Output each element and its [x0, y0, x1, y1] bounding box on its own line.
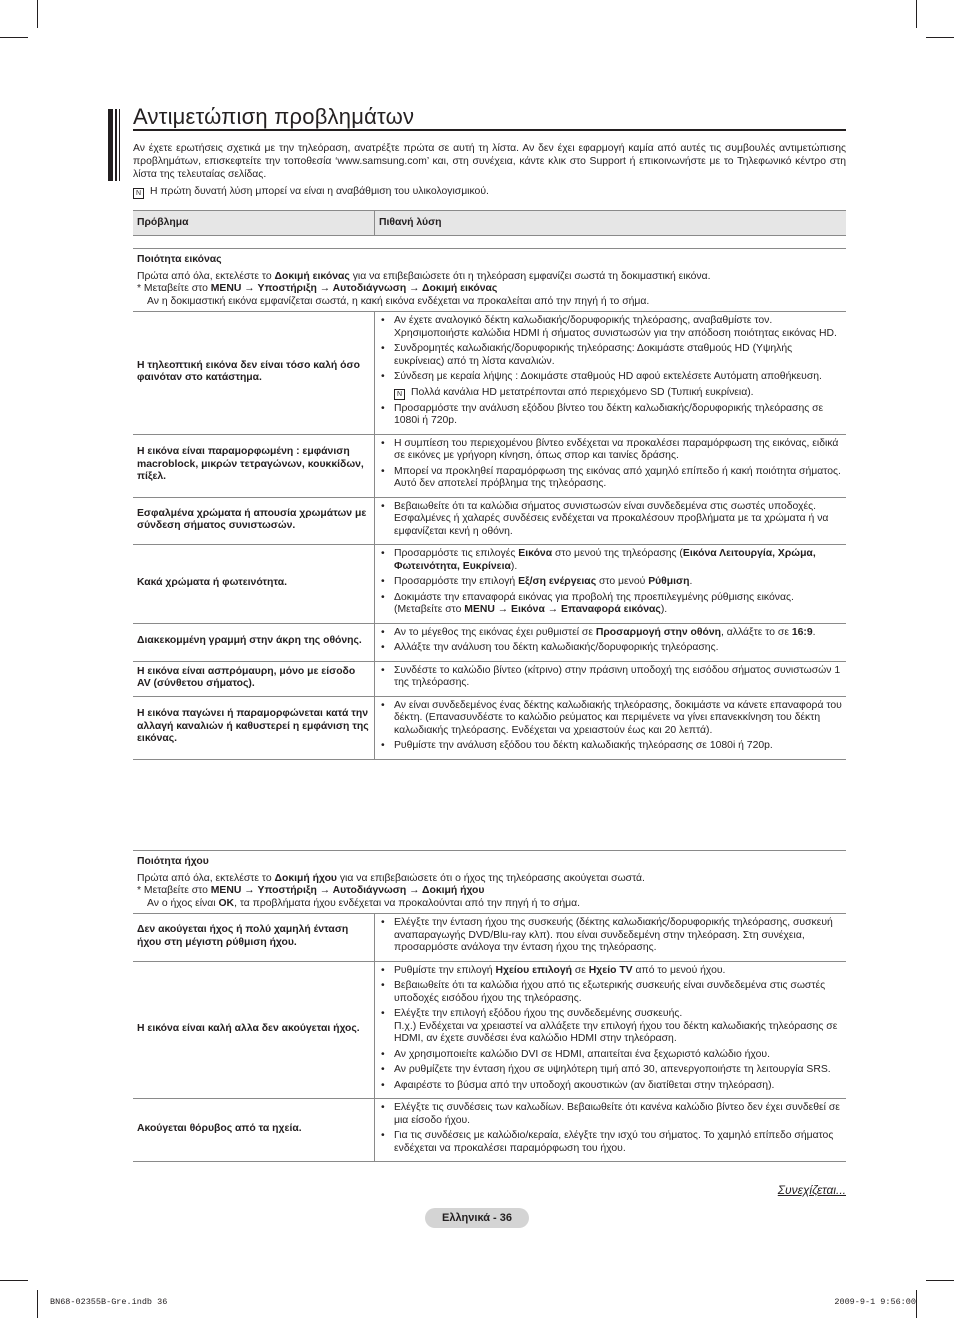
table-row — [133, 1099, 846, 1162]
list-item: • Προσαρμόστε την ανάλυση εξόδου βίντεο του δέκτη καλωδιακής/δορυφορικής τηλεόρασης σε 1080i ή 720p. — [381, 403, 842, 428]
table-row — [133, 661, 846, 696]
list-item: • Σύνδεση με κεραία λήψης : Δοκιμάστε σταθμούς HD αφού εκτελέσετε Αυτόματη αποθήκευση. — [381, 371, 842, 384]
header-table — [133, 210, 846, 236]
solution-cell — [375, 961, 847, 1099]
section-intro: Πρώτα από όλα, εκτελέστε το Δοκιμή εικόνας για να επιβεβαιώσετε ότι η τηλεόραση εμφανίζει σωστά τη δοκιμαστική εικόνα. — [137, 270, 711, 282]
list-item: • Η συμπίεση του περιεχομένου βίντεο ενδέχεται να προκαλέσει παραμόρφωση της εικόνας, ειδικά σε εικόνες με γρήγορη κίνηση, όπως σπορ και ταινίες δράσης. — [381, 438, 842, 463]
list-item: • Αλλάξτε την ανάλυση του δέκτη καλωδιακής/δορυφορικής τηλεόρασης. — [381, 642, 842, 655]
problem-cell: Η εικόνα παγώνει ή παραμορφώνεται κατά την αλλαγή καναλιών ή καθυστερεί η εμφάνιση της εικόνας. — [133, 696, 375, 759]
list-item: • Αφαιρέστε το βύσμα από την υποδοχή ακουστικών (αν διατίθεται στην τηλεόραση). — [381, 1080, 842, 1093]
menu-path: * Μεταβείτε στο MENU → Υποστήριξη → Αυτοδιάγνωση → Δοκιμή ήχου — [137, 885, 485, 896]
list-item: • Δοκιμάστε την επαναφορά εικόνας για προβολή της προεπιλεγμένης ρύθμισης εικόνας. (Μεταβείτε στο MENU → Εικόνα → Επαναφορά εικόνας). — [381, 592, 842, 617]
footer-file-info: BN68-02355B-Gre.indb 36 — [50, 1297, 168, 1307]
section-title: Ποιότητα ήχου — [137, 856, 209, 867]
menu-path: * Μεταβείτε στο MENU → Υποστήριξη → Αυτοδιάγνωση → Δοκιμή εικόνας — [137, 283, 498, 294]
section-followup: Αν ο ήχος είναι OK, τα προβλήματα ήχου ενδέχεται να προκαλούνται από την πηγή ή το σήμα. — [147, 897, 580, 909]
list-item: • Συνδέστε το καλώδιο βίντεο (κίτρινο) στην πράσινη υποδοχή της εισόδου σήματος συνιστωσών 1 της τηλεόρασης. — [381, 665, 842, 690]
list-item: • Αν έχετε αναλογικό δέκτη καλωδιακής/δορυφορικής τηλεόρασης, αναβαθμίστε τον. Χρησιμοποιήστε καλώδια HDMI ή σήματος συνιστωσών για την απόδοση ποιότητας εικόνας HD. — [381, 315, 842, 340]
intro-paragraph: Αν έχετε ερωτήσεις σχετικά με την τηλεόραση, ανατρέξτε πρώτα σε αυτή τη λίστα. Αν δεν έχει εφαρμογή καμία από αυτές τις συμβουλές αντιμετώπισης προβλημάτων, επισκεφτείτε την τοποθεσία ‘www.samsung.com’ και, στη συνέχεια, κάντε κλικ στο Support ή επικοινωνήστε με το Τηλεφωνικό κέντρο στη λίστα της τελευταίας σελίδας. — [133, 143, 846, 180]
table-row — [133, 545, 846, 624]
solution-cell — [375, 623, 847, 661]
list-item: • Συνδρομητές καλωδιακής/δορυφορικής τηλεόρασης: Δοκιμάστε σταθμούς HD (Υψηλής ευκρίνειας) από τη λίστα καναλιών. — [381, 343, 842, 368]
page-number-badge: Ελληνικά - 36 — [425, 1208, 529, 1228]
crop-mark — [37, 1290, 38, 1318]
problem-cell: Η εικόνα είναι ασπρόμαυρη, μόνο με είσοδο AV (σύνθετου σήματος). — [133, 661, 375, 696]
crop-mark — [916, 0, 917, 28]
solution-cell — [375, 696, 847, 759]
solution-cell — [375, 661, 847, 696]
problem-cell: Δεν ακούγεται ήχος ή πολύ χαμηλή ένταση ήχου στη μέγιστη ρύθμιση ήχου. — [133, 914, 375, 962]
list-item: • Αν είναι συνδεδεμένος ένας δέκτης καλωδιακής τηλεόρασης, δοκιμάστε να κάνετε επαναφορά του δέκτη. (Επανασυνδέστε το καλώδιο ρεύματος και περιμένετε να γίνει επανεκκίνηση του δέκτη καλωδιακής τηλεόρασης. Ενδέχεται να χρειαστούν έως και 20 λεπτά). — [381, 700, 842, 738]
section-followup: Αν η δοκιμαστική εικόνα εμφανίζεται σωστά, η κακή εικόνα ενδέχεται να προκαλείται από την πηγή ή το σήμα. — [147, 295, 650, 307]
list-item: • Βεβαιωθείτε ότι τα καλώδια σήματος συνιστωσών είναι συνδεδεμένα στις σωστές υποδοχές. Εσφαλμένες ή χαλαρές συνδέσεις ενδέχεται να προκαλέσουν προβλήματα με τα χρώματα ή να εμφανίζεται κενή η οθόνη. — [381, 501, 842, 539]
section-intro: Πρώτα από όλα, εκτελέστε το Δοκιμή ήχου για να επιβεβαιώσετε ότι ο ήχος της τηλεόρασης ακούγεται σωστά. — [137, 872, 645, 884]
section-title: Ποιότητα εικόνας — [137, 254, 222, 265]
list-item: • Ελέγξτε τις συνδέσεις των καλωδίων. Βεβαιωθείτε ότι κανένα καλώδιο βίντεο δεν έχει συνδεθεί σε μια είσοδο ήχου. — [381, 1102, 842, 1127]
problem-cell: Η εικόνα είναι παραμορφωμένη : εμφάνιση macroblock, μικρών τετραγώνων, κουκκίδων, πίξελ. — [133, 434, 375, 497]
list-note: N Πολλά κανάλια HD μετατρέπονται από περιεχόμενο SD (Τυπική ευκρίνεια). — [367, 387, 842, 400]
solution-cell — [375, 1099, 847, 1162]
solution-cell — [375, 434, 847, 497]
sound-section-intro — [133, 851, 846, 914]
problem-cell: Η εικόνα είναι καλή αλλα δεν ακούγεται ήχος. — [133, 961, 375, 1099]
list-item: • Ρυθμίστε την ανάλυση εξόδου του δέκτη καλωδιακής τηλεόρασης σε 1080i ή 720p. — [381, 740, 842, 753]
table-row — [133, 312, 846, 435]
footer-timestamp: 2009-9-1 9:56:00 — [834, 1297, 916, 1307]
intro-note-text: Η πρώτη δυνατή λύση μπορεί να είναι η αναβάθμιση του υλικολογισμικού. — [150, 186, 489, 197]
list-item: • Προσαρμόστε τις επιλογές Εικόνα στο μενού της τηλεόρασης (Εικόνα Λειτουργία, Χρώμα, Φωτεινότητα, Ευκρίνεια). — [381, 548, 842, 573]
list-item: • Ρυθμίστε την επιλογή Ηχείου επιλογή σε Ηχείο TV από το μενού ήχου. — [381, 965, 842, 978]
list-item: • Για τις συνδέσεις με καλώδιο/κεραία, ελέγξτε την ισχύ του σήματος. Το χαμηλό επίπεδο σήματος ενδέχεται να προκαλέσει παραμόρφωση του ήχου. — [381, 1130, 842, 1155]
sound-quality-table — [133, 850, 846, 1162]
problem-cell: Η τηλεοπτική εικόνα δεν είναι τόσο καλή όσο φαινόταν στο κατάστημα. — [133, 312, 375, 435]
list-item: • Ελέγξτε την ένταση ήχου της συσκευής (δέκτης καλωδιακής/δορυφορικής τηλεόρασης, συσκευή αναπαραγωγής DVD/Blu-ray κλπ). που είναι συνδεδεμένη στην τηλεόραση. Στη συνέχεια, προσαρμόστε ανάλογα την ένταση ήχου της τηλεόρασης. — [381, 917, 842, 955]
table-row — [133, 961, 846, 1099]
list-item: • Βεβαιωθείτε ότι τα καλώδια ήχου από τις εξωτερικής συσκευής είναι συνδεδεμένα στις σωστές υποδοχές εισόδου ήχου της τηλεόρασης. — [381, 980, 842, 1005]
list-item: • Προσαρμόστε την επιλογή Εξ/ση ενέργειας στο μενού Ρύθμιση. — [381, 576, 842, 589]
list-item: • Μπορεί να προκληθεί παραμόρφωση της εικόνας από χαμηλό επίπεδο ή κακή ποιότητα σήματος. Αυτό δεν αποτελεί πρόβλημα της τηλεόρασης. — [381, 466, 842, 491]
table-row — [133, 696, 846, 759]
header-problem: Πρόβλημα — [133, 211, 375, 236]
crop-mark — [0, 1280, 28, 1281]
list-item: • Ελέγξτε την επιλογή εξόδου ήχου της συνδεδεμένης συσκευής. Π.χ.) Ενδέχεται να χρειαστεί να αλλάξετε την επιλογή ήχου του δέκτη καλωδιακής τηλεόρασης σε HDMI, αν έχετε συνδέσει ένα καλώδιο HDMI στην τηλεόραση. — [381, 1008, 842, 1046]
page-title: Αντιμετώπιση προβλημάτων — [133, 104, 415, 129]
note-icon: N — [133, 188, 144, 199]
solution-cell — [375, 497, 847, 545]
solution-cell — [375, 914, 847, 962]
list-item: • Αν χρησιμοποιείτε καλώδιο DVI σε HDMI, απαιτείται ένα ξεχωριστό καλώδιο ήχου. — [381, 1049, 842, 1062]
table-row — [133, 497, 846, 545]
problem-cell: Ακούγεται θόρυβος από τα ηχεία. — [133, 1099, 375, 1162]
continued-label: Συνεχίζεται... — [777, 1183, 846, 1197]
crop-mark — [0, 37, 28, 38]
crop-mark — [916, 1290, 917, 1318]
solution-cell — [375, 312, 847, 435]
list-item: • Αν το μέγεθος της εικόνας έχει ρυθμιστεί σε Προσαρμογή στην οθόνη, αλλάξτε το σε 16:9. — [381, 627, 842, 640]
problem-cell: Διακεκομμένη γραμμή στην άκρη της οθόνης. — [133, 623, 375, 661]
solution-cell — [375, 545, 847, 624]
table-row — [133, 914, 846, 962]
picture-section-intro — [133, 249, 846, 312]
crop-mark — [37, 0, 38, 28]
problem-cell: Κακά χρώματα ή φωτεινότητα. — [133, 545, 375, 624]
intro-note — [133, 185, 846, 199]
table-row — [133, 623, 846, 661]
problem-cell: Εσφαλμένα χρώματα ή απουσία χρωμάτων με σύνδεση σήματος συνιστωσών. — [133, 497, 375, 545]
list-item: • Αν ρυθμίζετε την ένταση ήχου σε υψηλότερη τιμή από 30, απενεργοποιήστε τη λειτουργία SRS. — [381, 1064, 842, 1077]
header-solution: Πιθανή λύση — [375, 211, 847, 236]
table-row — [133, 434, 846, 497]
picture-quality-table — [133, 248, 846, 760]
crop-mark — [926, 1280, 954, 1281]
title-rule — [133, 129, 846, 131]
crop-mark — [926, 37, 954, 38]
note-icon: N — [394, 389, 405, 400]
section-marker-bars — [108, 109, 120, 181]
